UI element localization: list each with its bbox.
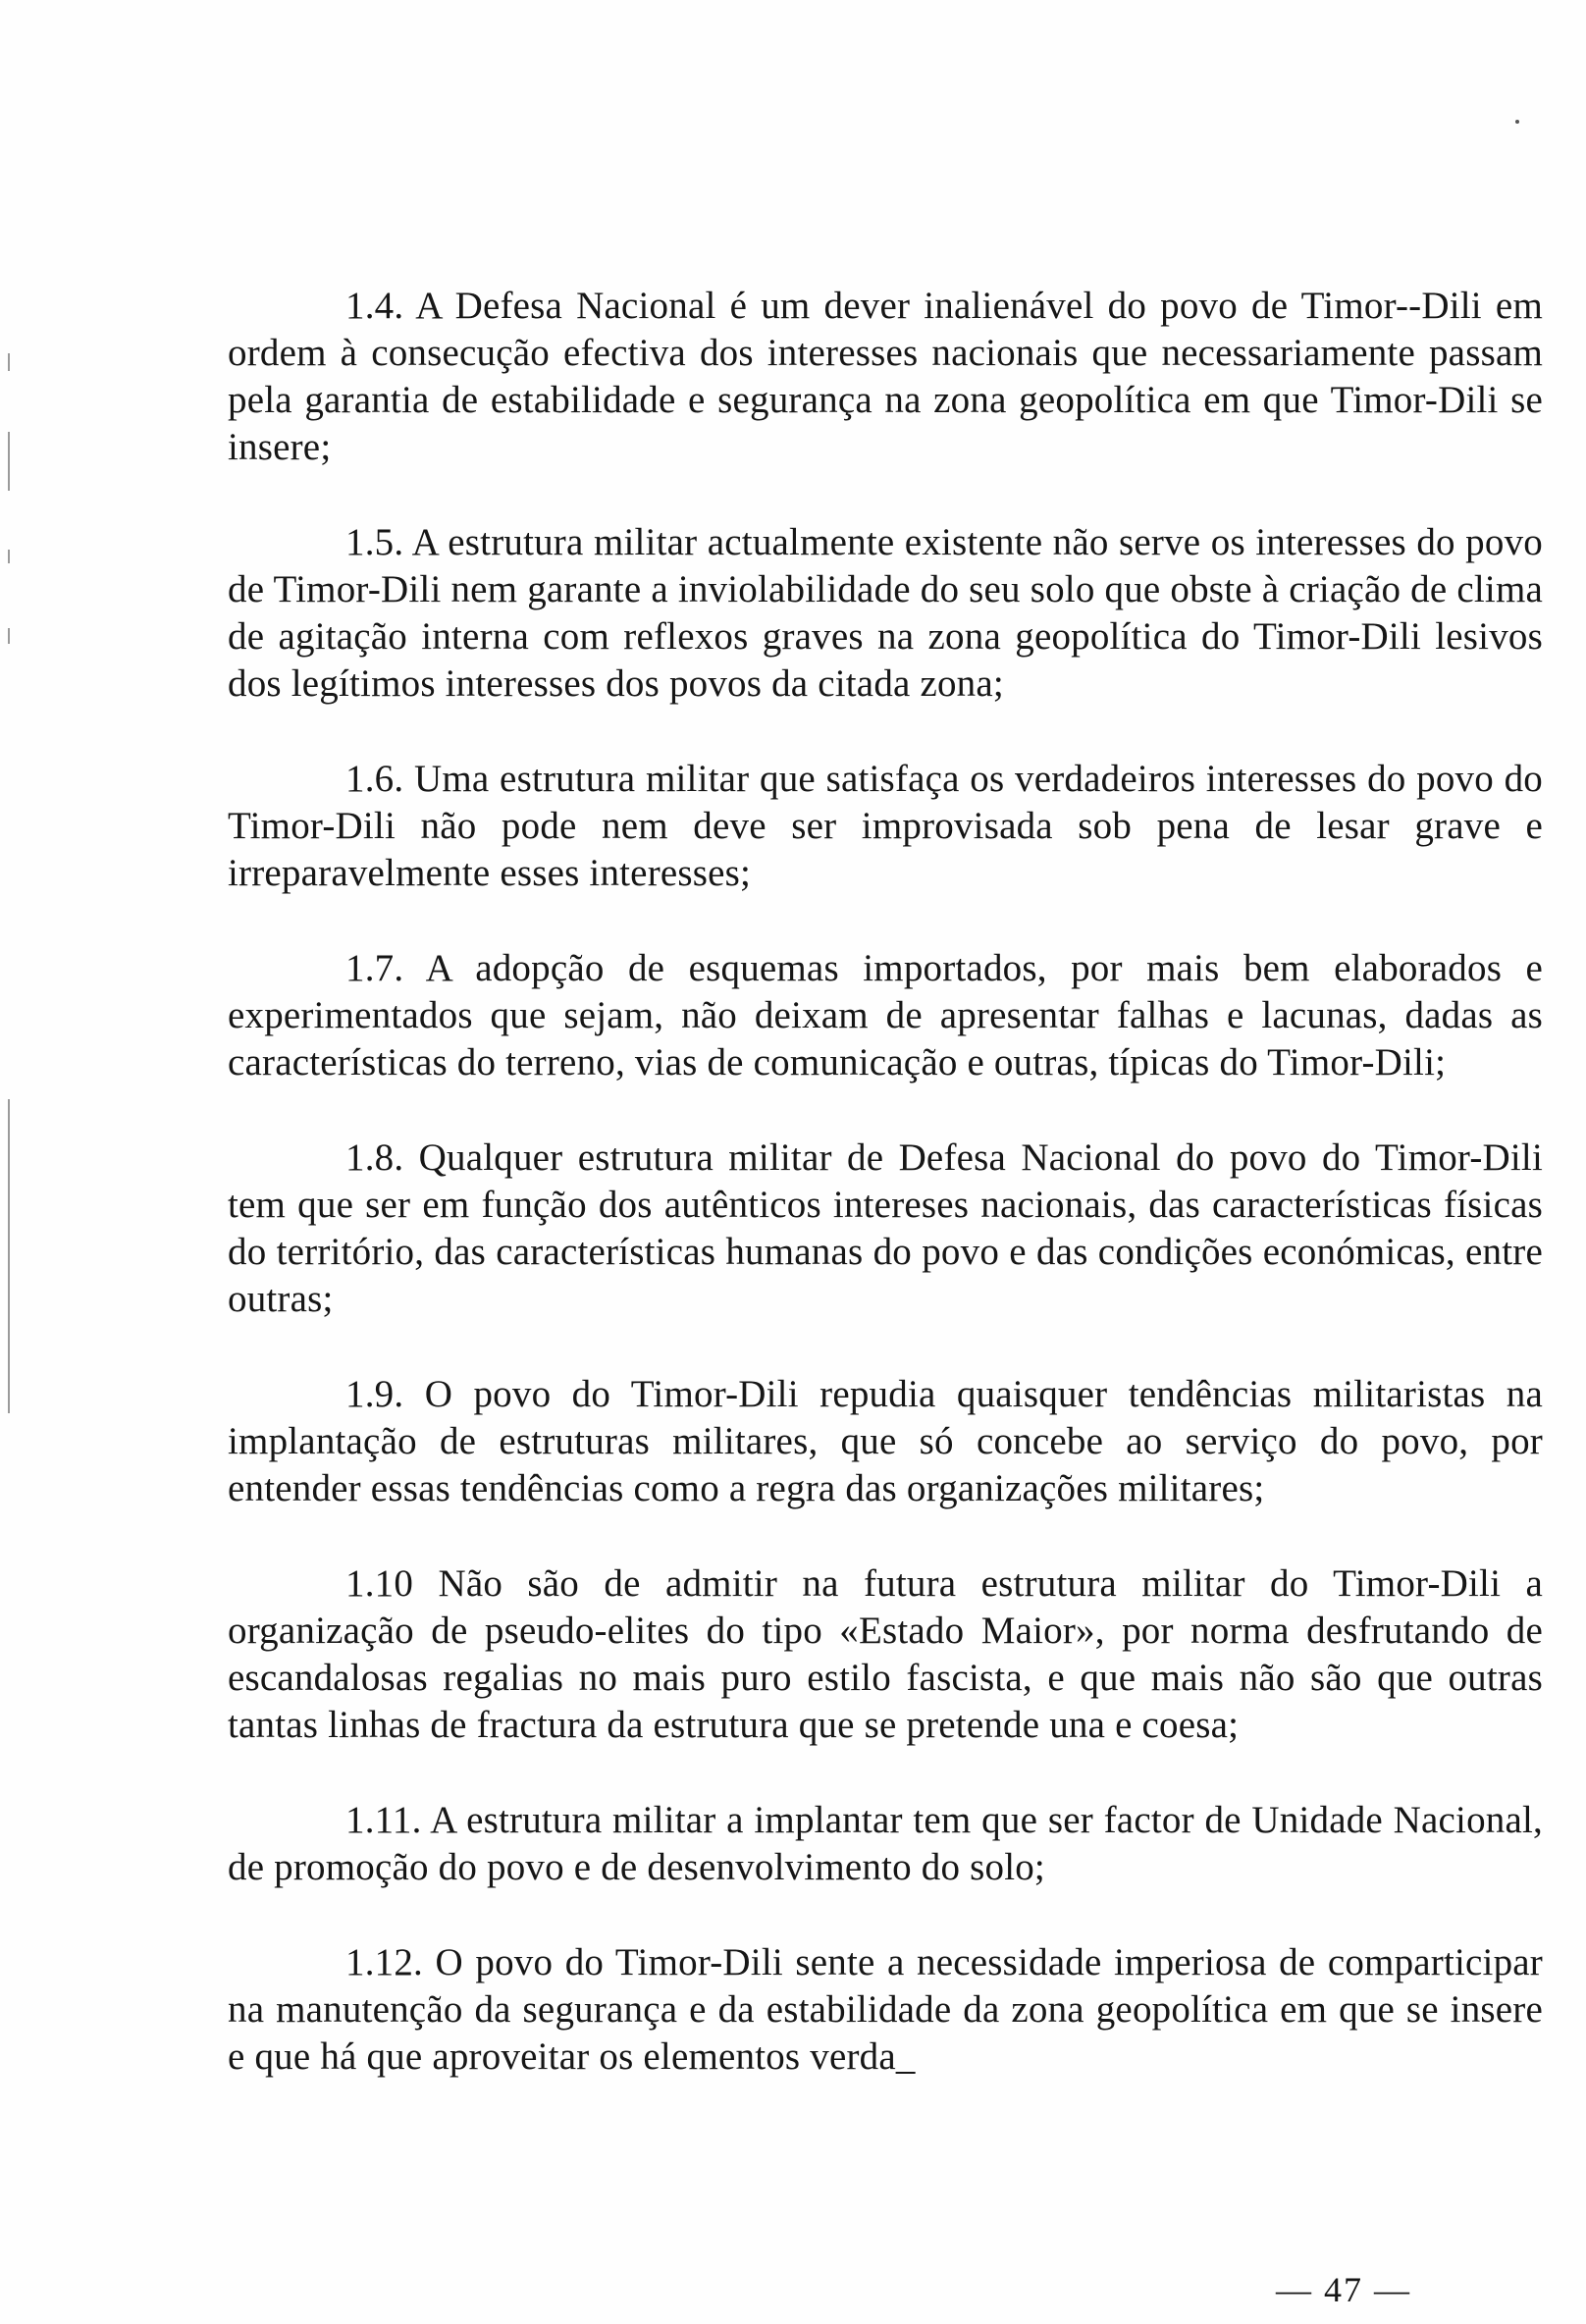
paragraph-text: A estrutura militar actualmente existente não serve os interesses do povo de Timor-Dili nem garante a inviolabilidade do seu solo que obste à criação de clima de agitação interna com reflexos graves na zona geopolítica do Timor-Dili lesivos dos legítimos interesses dos povos da citada zona;	[228, 521, 1543, 705]
paragraph-text: O povo do Timor-Dili sente a necessidade imperiosa de comparticipar na manutenção da segurança e da estabilidade da zona geopolítica em que se insere e que há que aproveitar os elementos verda_	[228, 1941, 1543, 2078]
paragraph-1-4	[228, 283, 1543, 471]
paragraph-number: 1.11.	[345, 1799, 422, 1841]
paragraph-number: 1.8.	[345, 1136, 404, 1179]
paragraph-1-11	[228, 1797, 1543, 1891]
paragraph-number: 1.6.	[345, 758, 404, 800]
scan-artifact	[8, 432, 10, 491]
scan-artifact	[8, 550, 10, 563]
paragraph-text: Qualquer estrutura militar de Defesa Nacional do povo do Timor-Dili tem que ser em função dos autênticos intereses nacionais, das características físicas do território, das características humanas do povo e das condições económicas, entre outras;	[228, 1136, 1543, 1320]
paragraph-number: 1.4.	[345, 285, 404, 327]
scan-speck	[1515, 120, 1519, 124]
paragraph-text: Uma estrutura militar que satisfaça os verdadeiros interesses do povo do Timor-Dili não pode nem deve ser improvisada sob pena de lesar grave e irreparavelmente esses interesses;	[228, 758, 1544, 894]
paragraph-number: 1.5.	[345, 521, 404, 563]
paragraph-text: A Defesa Nacional é um dever inalienável do povo de Timor--Dili em ordem à consecução efectiva dos interesses nacionais que necessariamente passam pela garantia de estabilidade e segurança na zona geopolítica em que Timor-Dili se insere;	[228, 285, 1543, 468]
body-text	[228, 283, 1543, 2129]
paragraph-text: Não são de admitir na futura estrutura militar do Timor-Dili a organização de pseudo-elites do tipo «Estado Maior», por norma desfrutando de escandalosas regalias no mais puro estilo fascista, e que mais não são que outras tantas linhas de fractura da estrutura que se pretende una e coesa;	[228, 1562, 1543, 1746]
paragraph-number: 1.10	[345, 1562, 414, 1605]
paragraph-number: 1.9.	[345, 1373, 404, 1415]
paragraph-text: A estrutura militar a implantar tem que ser factor de Unidade Nacional, de promoção do povo e de desenvolvimento do solo;	[228, 1799, 1543, 1888]
page-number: — 47 —	[1276, 2270, 1411, 2309]
paragraph-1-8	[228, 1135, 1543, 1323]
paragraph-1-10	[228, 1560, 1543, 1749]
paragraph-1-9	[228, 1371, 1543, 1512]
paragraph-number: 1.12.	[345, 1941, 423, 1983]
scan-artifact	[8, 628, 10, 644]
scan-artifact	[8, 353, 10, 371]
paragraph-1-5	[228, 519, 1543, 708]
scan-artifact	[8, 1099, 10, 1413]
paragraph-number: 1.7.	[345, 947, 404, 989]
paragraph-1-7	[228, 945, 1543, 1086]
paragraph-text: O povo do Timor-Dili repudia quaisquer tendências militaristas na implantação de estruturas militares, que só concebe ao serviço do povo, por entender essas tendências como a regra das organizações militares;	[228, 1373, 1544, 1509]
paragraph-text: A adopção de esquemas importados, por mais bem elaborados e experimentados que sejam, não deixam de apresentar falhas e lacunas, dadas as características do terreno, vias de comunicação e outras, típicas do Timor-Dili;	[228, 947, 1543, 1083]
paragraph-1-12	[228, 1939, 1543, 2081]
paragraph-1-6	[228, 756, 1543, 897]
